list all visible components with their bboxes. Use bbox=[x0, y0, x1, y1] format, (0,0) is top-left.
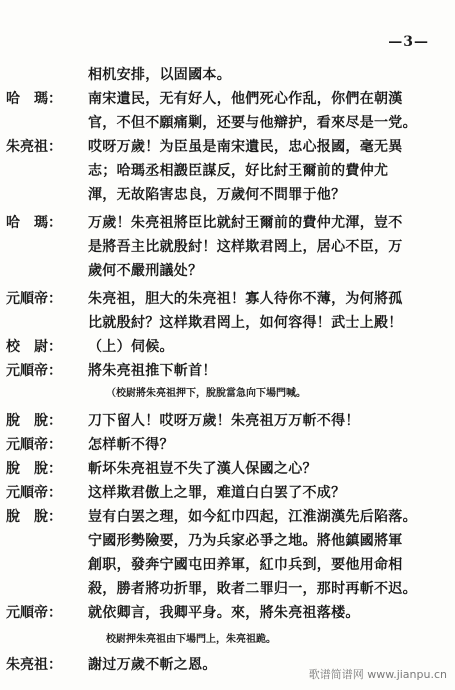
dialogue-line: 就依卿言，我卿平身。來，將朱亮祖落楼。 bbox=[88, 605, 360, 621]
dialogue-line: 宁國形勢險要，乃为兵家必爭之地。將他鎮國將軍 bbox=[88, 533, 403, 549]
dialogue-line: 斬坏朱亮祖豈不失了漢人保國之心？ bbox=[88, 461, 317, 477]
speaker-label: 元順帝： bbox=[6, 437, 62, 453]
watermark: 歌谱简谱网 www.jianpu.cn bbox=[308, 668, 447, 681]
speaker-label: 朱亮祖： bbox=[6, 657, 62, 673]
dialogue-line: 殺，勝者將功折罪，敗者二罪归一，那时再斬不迟。 bbox=[88, 581, 417, 597]
speaker-label: 脫 脫： bbox=[6, 461, 62, 477]
speaker-label: 校 尉： bbox=[6, 339, 62, 355]
dialogue-line: （上）伺候。 bbox=[88, 339, 174, 355]
stage-direction: （校尉將朱亮祖押下，脫脫當急向下場門喊。 bbox=[106, 388, 306, 399]
dialogue-line: 哎呀万歲！为臣虽是南宋遺民，忠心报國，毫无異 bbox=[88, 139, 403, 155]
speaker-label: 脫 脫： bbox=[6, 509, 62, 525]
dialogue-line: 比就殷紂？这样欺君罔上，如何容得！武士上殿！ bbox=[88, 315, 403, 331]
dialogue-line: 相机安排，以固國本。 bbox=[88, 67, 231, 83]
dialogue-line: 渾，无故陷害忠良，万歲何不問罪于他？ bbox=[88, 187, 346, 203]
dialogue-line: 創职，發奔宁國屯田养軍，紅巾兵到，要他用命相 bbox=[88, 557, 403, 573]
dialogue-line: 謝过万歲不斬之恩。 bbox=[88, 657, 217, 673]
dialogue-line: 朱亮祖，胆大的朱亮祖！寡人待你不薄，为何將孤 bbox=[88, 291, 403, 307]
dialogue-line: 刀下留人！哎呀万歲！朱亮祖万万斬不得！ bbox=[88, 413, 360, 429]
dialogue-line: 豈有白罢之理，如今紅巾四起，江淮湖漢先后陷落。 bbox=[88, 509, 417, 525]
speaker-label: 元順帝： bbox=[6, 291, 62, 307]
speaker-label: 哈 瑪： bbox=[6, 215, 62, 231]
dialogue-line: 歲何不嚴刑議处？ bbox=[88, 263, 203, 279]
dialogue-line: 万歲！朱亮祖將臣比就紂王爾前的費仲尤渾，豈不 bbox=[88, 215, 403, 231]
speaker-label: 朱亮祖： bbox=[6, 139, 62, 155]
dialogue-line: 怎样斬不得？ bbox=[88, 437, 174, 453]
page-number: —3— bbox=[388, 34, 429, 50]
dialogue-line: 南宋遺民，无有好人，他們死心作乱，你們在朝漢 bbox=[88, 91, 403, 107]
dialogue-line: 志；哈瑪丞相譭臣謀反，好比紂王爾前的費仲尤 bbox=[88, 163, 389, 179]
speaker-label: 哈 瑪： bbox=[6, 91, 62, 107]
speaker-label: 元順帝： bbox=[6, 605, 62, 621]
dialogue-line: 这样欺君傲上之罪，难道白白罢了不成？ bbox=[88, 485, 346, 501]
speaker-label: 脫 脫： bbox=[6, 413, 62, 429]
dialogue-line: 官，不但不願痛剿，还要与他辯护，看來尽是一党。 bbox=[88, 115, 417, 131]
stage-direction: 校尉押朱亮祖由下場門上，朱亮祖跪。 bbox=[106, 634, 276, 645]
speaker-label: 元順帝： bbox=[6, 485, 62, 501]
dialogue-line: 將朱亮祖推下斬首！ bbox=[88, 363, 217, 379]
dialogue-line: 是將吾主比就殷紂！这样欺君罔上，居心不臣，万 bbox=[88, 239, 403, 255]
speaker-label: 元順帝： bbox=[6, 363, 62, 379]
